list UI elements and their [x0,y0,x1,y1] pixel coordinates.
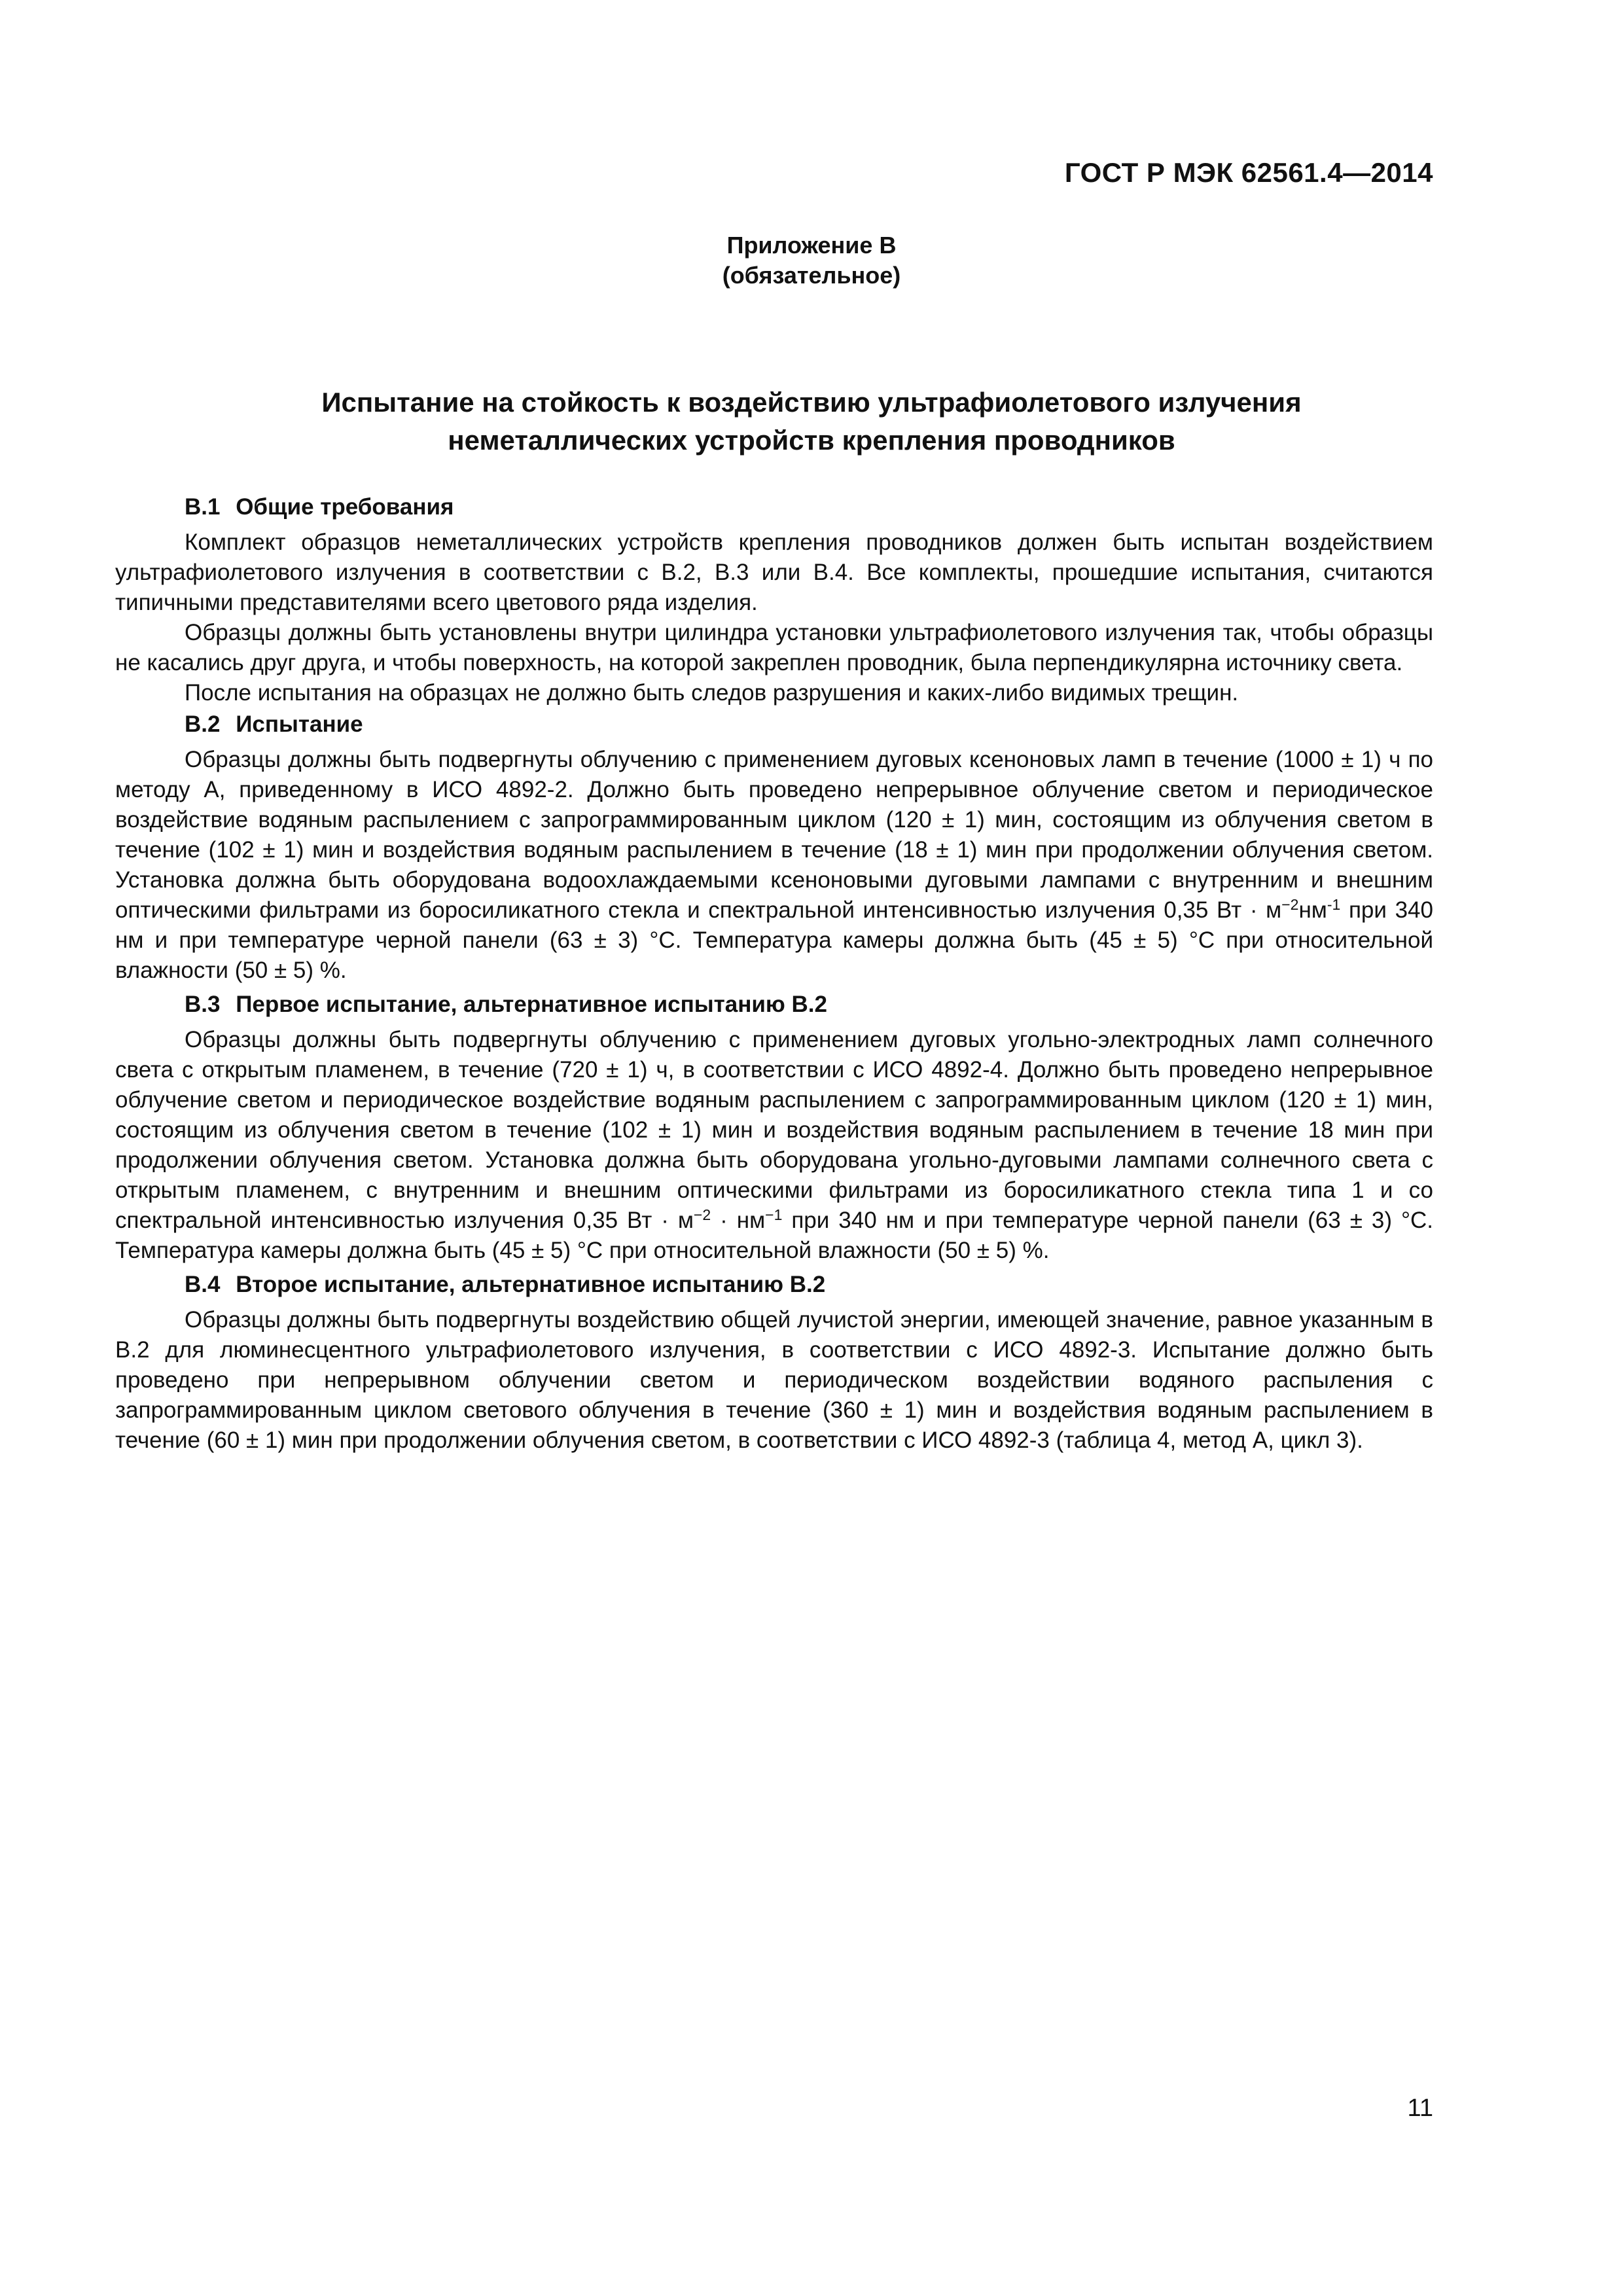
section-title: Первое испытание, альтернативное испытанию В.2 [236,992,827,1017]
superscript: −1 [765,1206,783,1223]
section-title: Общие требования [236,494,454,520]
paragraph: После испытания на образцах не должно быть следов разрушения и каких-либо видимых трещин. [185,680,1239,706]
paragraph [115,1025,1433,1266]
paragraph: Комплект образцов неметаллических устройств крепления проводников должен быть испытан воздействием ультрафиолетового излучения в соответствии с В.2, В.3 или В.4. Все комплекты, прошедшие испытания, считаются типичными представителями всего цветового ряда изделия. [115,529,1433,615]
section-number: В.1 [185,494,221,520]
paragraph: Образцы должны быть установлены внутри цилиндра установки ультрафиолетового излучения так, чтобы образцы не касались друг друга, и чтобы поверхность, на которой закреплен проводник, была перпендикулярна источнику света. [115,620,1433,675]
document-body [115,492,1433,1456]
paragraph: Образцы должны быть подвергнуты воздействию общей лучистой энергии, имеющей значение, равное указанным в В.2 для люминесцентного ультрафиолетового излучения, в соответствии с ИСО 4892-3. Испытание должно быть проведено при непрерывном облучении светом и периодическом воздействии водяного распыления с запрограммированным циклом светового облучения в течение (360 ± 1) мин и воздействия водяным распылением в течение (60 ± 1) мин при продолжении облучения светом, в соответствии с ИСО 4892-3 (таблица 4, метод А, цикл 3). [115,1307,1433,1453]
superscript: -1 [1327,896,1341,913]
paragraph-text: при 340 нм и при температуре черной панели (63 ± 3) °С. Температура камеры должна быть (45 ± 5) °С при относительной влажности (50 ± 5) %. [115,897,1433,983]
superscript: −2 [1281,896,1299,913]
superscript: −2 [693,1206,711,1223]
section-heading-b2 [115,709,1433,745]
annex-title: Приложение В [726,232,897,259]
paragraph-text: Образцы должны быть подвергнуты облучению с применением дуговых угольно-электродных ламп солнечного света с открытым пламенем, в течение (720 ± 1) ч, в соответствии с ИСО 4892-4. Должно быть проведено непрерывное облучение светом и периодическое воздействие водяным распылением с запрограммированным циклом (120 ± 1) мин, состоящим из облучения светом в течение (102 ± 1) мин и воздействия водяным распылением в течение 18 мин при продолжении облучения светом. Установка должна быть оборудована угольно-дуговыми лампами солнечного света с открытым пламенем, с внутренним и внешним оптическими фильтрами из боросиликатного стекла типа 1 и со спектральной интенсивностью излучения 0,35 Вт · м [115,1027,1433,1233]
annex-status: (обязательное) [722,262,901,289]
annex-heading [0,230,1623,291]
title-line-1: Испытание на стойкость к воздействию ультрафиолетового излучения [321,387,1302,418]
section-number: В.3 [185,992,221,1017]
section-heading-b1 [115,492,1433,528]
section-number: В.4 [185,1272,221,1297]
title-line-2: неметаллических устройств крепления проводников [448,425,1175,456]
section-number: В.2 [185,711,221,737]
paragraph [115,745,1433,986]
section-heading-b4 [115,1270,1433,1305]
section-title: Второе испытание, альтернативное испытанию В.2 [236,1272,826,1297]
section-title: Испытание [236,711,363,737]
paragraph-text: при 340 нм и при температуре черной панели (63 ± 3) °С. Температура камеры должна быть (45 ± 5) °С при относительной влажности (50 ± 5) %. [115,1208,1433,1263]
paragraph-text: Образцы должны быть подвергнуты облучению с применением дуговых ксеноновых ламп в течение (1000 ± 1) ч по методу А, приведенному в ИСО 4892-2. Должно быть проведено непрерывное облучение светом и периодическое воздействие водяным распылением с запрограммированным циклом (120 ± 1) мин, состоящим из облучения светом в течение (102 ± 1) мин и воздействия водяным распылением в течение (18 ± 1) мин при продолжении облучения светом. Установка должна быть оборудована водоохлаждаемыми ксеноновыми дуговыми лампами с внутренним и внешним оптическими фильтрами из боросиликатного стекла и спектральной интенсивностью излучения 0,35 Вт · м [115,747,1433,923]
section-heading-b3 [115,990,1433,1025]
standard-code: ГОСТ Р МЭК 62561.4—2014 [1064,157,1433,188]
unit-text: нм [1298,897,1327,923]
document-title [0,384,1623,459]
page-number: 11 [1407,2094,1433,2122]
unit-text: · нм [711,1208,766,1233]
